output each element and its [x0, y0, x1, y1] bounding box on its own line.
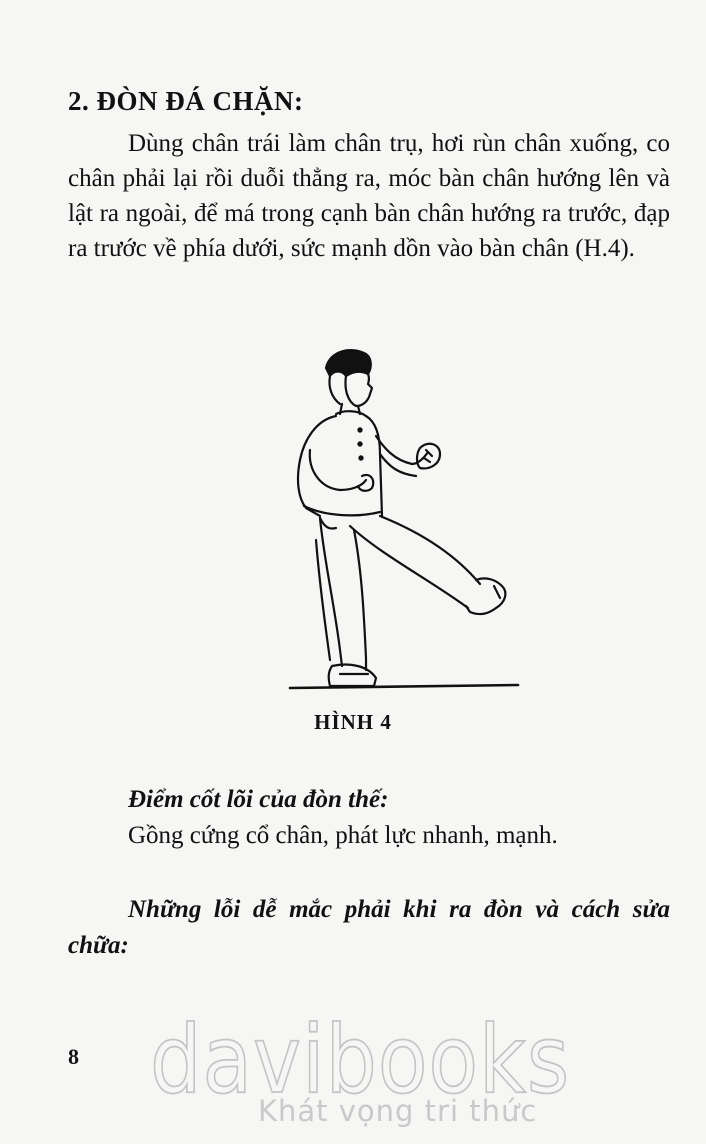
watermark-logo	[150, 1012, 570, 1102]
watermark-logo-text: davibooks	[150, 1012, 570, 1102]
watermark-slogan: Khát vọng tri thức	[258, 1094, 538, 1128]
core-points-text: Gồng cứng cổ chân, phát lực nhanh, mạnh.	[128, 822, 558, 849]
kick-illustration	[280, 340, 530, 700]
figure-caption: HÌNH 4	[314, 710, 392, 734]
page-number: 8	[68, 1044, 79, 1069]
section-paragraph: Dùng chân trái làm chân trụ, hơi rùn chân xuống, co chân phải lại rồi duỗi thẳng ra, móc bàn chân hướng lên và lật ra ngoài, để má trong cạnh bàn chân hướng ra trước, đạp ra trước về phía dưới, sức mạnh dồn vào bàn chân (H.4).	[68, 130, 670, 262]
section-heading: 2. ĐÒN ĐÁ CHẶN:	[68, 86, 304, 116]
core-points-title: Điểm cốt lõi của đòn thế:	[128, 786, 389, 813]
ground-line	[290, 685, 518, 688]
common-errors-title: Những lỗi dễ mắc phải khi ra đòn và cách sửa chữa:	[68, 896, 670, 959]
